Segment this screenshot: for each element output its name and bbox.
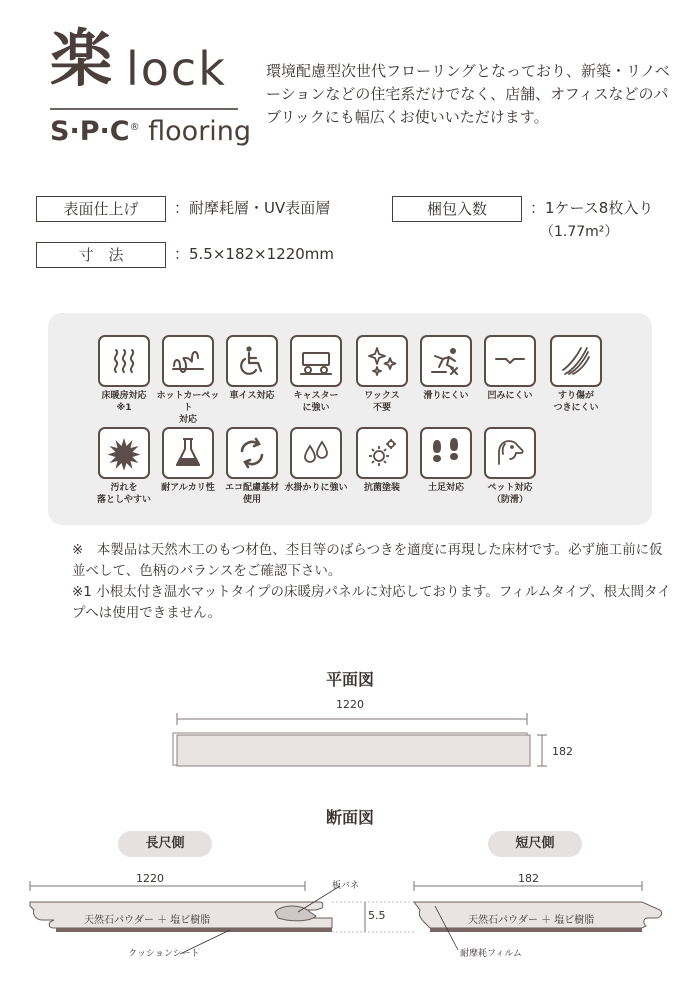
note-2 xyxy=(72,582,672,624)
recycle-icon xyxy=(235,436,269,470)
spec-size-value: ：5.5×182×1220mm xyxy=(174,245,335,263)
feature-antibacterial xyxy=(350,427,414,494)
hot-carpet-icon xyxy=(171,344,205,378)
wheelchair-icon xyxy=(235,344,269,378)
logo-registered-mark: ® xyxy=(129,122,140,133)
note-text: 本製品は天然木工のもつ材色、杢目等のばらつきを適度に再現した床材です。必ず施工前に仮並べして、色柄のバランスをご確認下さい。 xyxy=(72,542,663,579)
feature-label: 汚れを 落としやすい xyxy=(96,483,151,505)
feature-label: エコ配慮基材 使用 xyxy=(224,483,279,505)
logo-subtitle xyxy=(50,118,251,145)
cushion-layer xyxy=(56,928,332,932)
section-title: 断面図 xyxy=(325,808,374,827)
stain-icon xyxy=(107,436,141,470)
dent-icon xyxy=(493,344,527,378)
plan-title: 平面図 xyxy=(325,670,374,689)
feature-caster xyxy=(284,335,348,414)
feature-label: 土足対応 xyxy=(427,483,464,493)
feature-label: ワックス 不要 xyxy=(364,391,400,413)
spec-size-label: 寸 法 xyxy=(36,242,166,268)
feature-wheelchair xyxy=(220,335,284,402)
long-side-pill: 長尺側 xyxy=(118,831,212,857)
logo-word: lock xyxy=(126,42,227,96)
core-label-long: 天然石パウダー ＋ 塩ビ樹脂 xyxy=(84,915,211,926)
feature-label: 床暖房対応 ※1 xyxy=(101,391,147,413)
note-1 xyxy=(72,540,672,582)
spec-packing-label: 梱包入数 xyxy=(392,196,522,222)
feature-stain-resistant xyxy=(92,427,156,506)
logo-divider xyxy=(50,108,238,110)
feature-pet-friendly xyxy=(478,427,542,506)
logo-spc: S·P·C xyxy=(50,116,130,147)
spec-packing-value: ：1ケース8枚入り xyxy=(530,199,654,217)
feature-no-wax xyxy=(350,335,414,414)
feature-label: 滑りにくい xyxy=(423,391,469,401)
note-mark: ※ xyxy=(72,542,84,558)
flask-icon xyxy=(171,436,205,470)
feature-label: ペット対応 （防滑） xyxy=(487,483,533,505)
feature-floor-heating xyxy=(92,335,156,414)
spring-callout: 板バネ xyxy=(332,881,360,891)
sparkle-icon xyxy=(365,344,399,378)
slip-icon xyxy=(429,344,463,378)
feature-label: すり傷が つきにくい xyxy=(553,391,599,413)
feature-label: 凹みにくい xyxy=(487,391,533,401)
feature-dent-resistant xyxy=(478,335,542,402)
feature-label: 抗菌塗装 xyxy=(363,483,400,493)
plan-diagram xyxy=(160,695,590,785)
feature-hot-carpet xyxy=(156,335,220,426)
feature-label: 耐アルカリ性 xyxy=(161,483,215,493)
logo-flooring: flooring xyxy=(139,116,252,147)
spec-finish-value: ：耐摩耗層・UV表面層 xyxy=(174,199,331,217)
plan-board xyxy=(177,735,530,766)
feature-shoes-ok xyxy=(414,427,478,494)
caster-icon xyxy=(299,344,333,378)
note-text: 小根太付き温水マットタイプの床暖房パネルに対応しております。フィルムタイプ、根太間タイプへは使用できません。 xyxy=(72,584,671,621)
cushion-callout: クッションシート xyxy=(128,949,200,959)
feature-alkali-resistant xyxy=(156,427,220,494)
feature-label: 水掛かりに強い xyxy=(284,483,348,493)
scratch-icon xyxy=(559,344,593,378)
plan-length-label: 1220 xyxy=(336,698,364,711)
antibacterial-icon xyxy=(365,436,399,470)
feature-label: 車イス対応 xyxy=(229,391,275,401)
plan-width-label: 182 xyxy=(552,745,573,758)
core-label-short: 天然石パウダー ＋ 塩ビ樹脂 xyxy=(468,915,595,926)
logo-kanji: 楽 xyxy=(50,22,111,95)
feature-anti-slip xyxy=(414,335,478,402)
section-long-length: 1220 xyxy=(136,872,164,885)
water-drop-icon xyxy=(299,436,333,470)
spec-finish-label: 表面仕上げ xyxy=(36,196,166,222)
feature-scratch-resistant xyxy=(544,335,608,414)
feature-label: ホットカーペット 対応 xyxy=(156,391,220,425)
feature-water-resistant xyxy=(284,427,348,494)
footprint-icon xyxy=(429,436,463,470)
cushion-layer-short xyxy=(430,928,642,932)
dog-icon xyxy=(493,436,527,470)
intro-text: 環境配慮型次世代フローリングとなっており、新築・リノベーションなどの住宅系だけでなく、店舗、オフィスなどのパブリックにも幅広くお使いいただけます。 xyxy=(266,62,670,126)
feature-label: キャスター に強い xyxy=(293,391,339,413)
short-side-pill: 短尺側 xyxy=(488,831,582,857)
spec-packing-sub: （1.77m²） xyxy=(540,224,619,240)
wear-film-callout: 耐摩耗フィルム xyxy=(460,949,522,959)
floor-heating-icon xyxy=(107,344,141,378)
section-short-length: 182 xyxy=(518,872,539,885)
section-thickness: 5.5 xyxy=(368,909,386,922)
feature-eco-material xyxy=(220,427,284,506)
note-mark: ※1 xyxy=(72,584,92,600)
